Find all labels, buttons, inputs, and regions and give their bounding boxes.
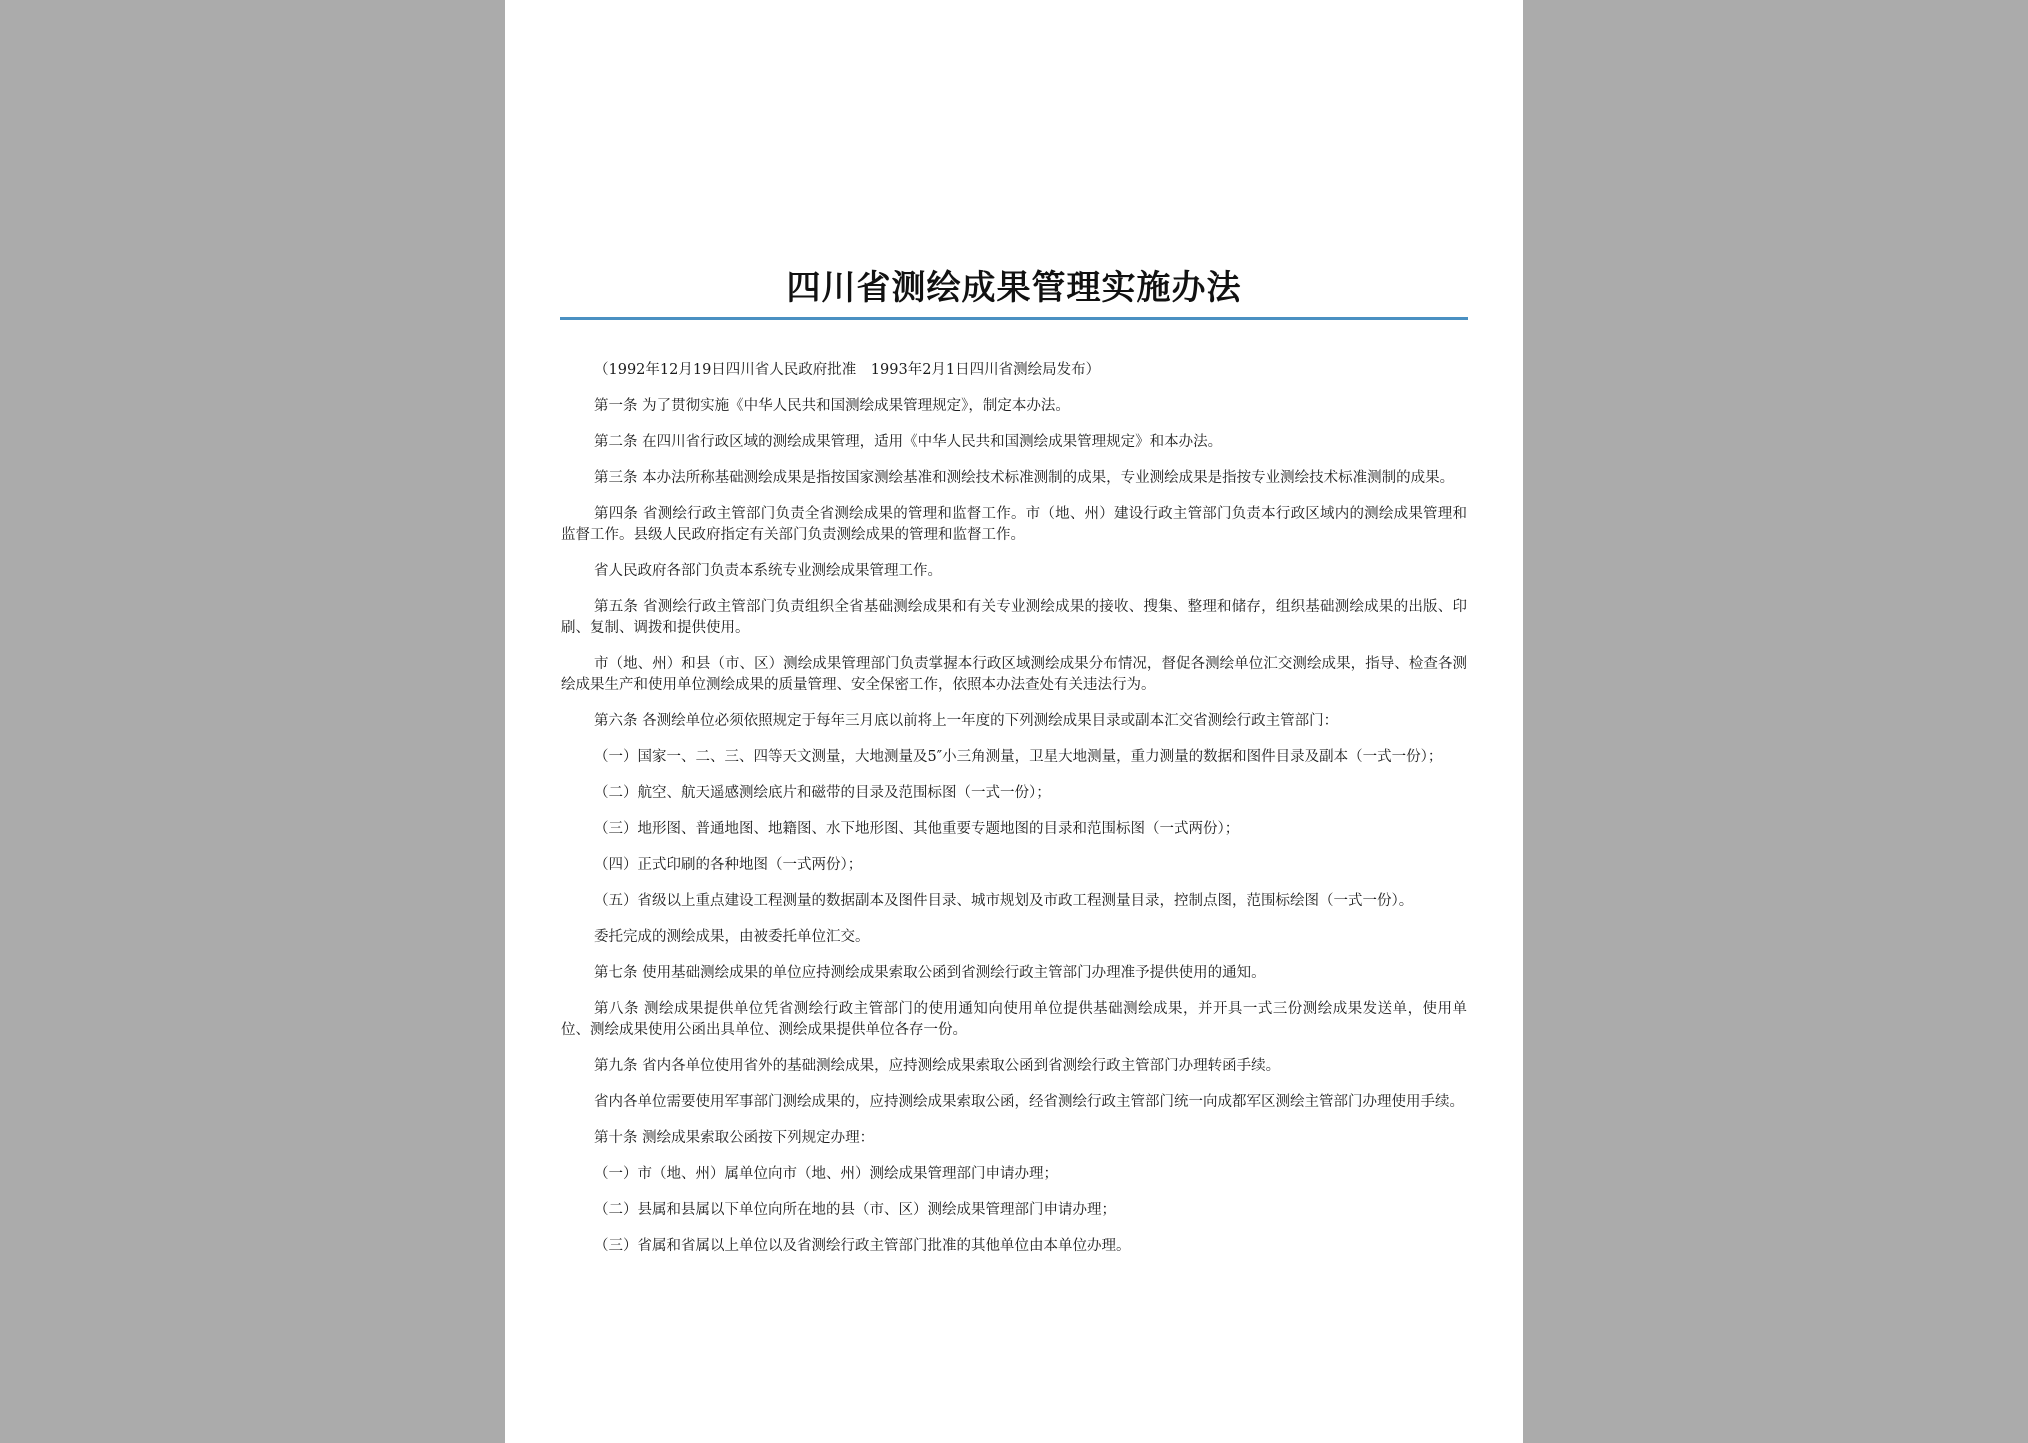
paragraph: （一）国家一、二、三、四等天文测量，大地测量及5″小三角测量，卫星大地测量，重力测量的数据和图件目录及副本（一式一份）； [594,749,1443,765]
paragraph: 第九条 省内各单位使用省外的基础测绘成果，应持测绘成果索取公函到省测绘行政主管部门办理转函手续。 [594,1058,1281,1074]
paragraph: （三）地形图、普通地图、地籍图、水下地形图、其他重要专题地图的目录和范围标图（一式两份）； [594,821,1240,837]
title-divider [560,317,1468,320]
paragraph: （五）省级以上重点建设工程测量的数据副本及图件目录、城市规划及市政工程测量目录，控制点图，范围标绘图（一式一份）。 [594,893,1414,909]
paragraph: 第一条 为了贯彻实施《中华人民共和国测绘成果管理规定》，制定本办法。 [594,398,1070,414]
paragraph: 省内各单位需要使用军事部门测绘成果的，应持测绘成果索取公函，经省测绘行政主管部门统一向成都军区测绘主管部门办理使用手续。 [594,1094,1464,1110]
paragraph: 第六条 各测绘单位必须依照规定于每年三月底以前将上一年度的下列测绘成果目录或副本汇交省测绘行政主管部门： [594,713,1339,729]
paragraph: 第八条 测绘成果提供单位凭省测绘行政主管部门的使用通知向使用单位提供基础测绘成果，并开具一式三份测绘成果发送单，使用单位、测绘成果使用公函出具单位、测绘成果提供单位各存一份。 [561,1001,1467,1038]
paragraph: 第二条 在四川省行政区域的测绘成果管理，适用《中华人民共和国测绘成果管理规定》和本办法。 [594,434,1223,450]
paragraph: 第十条 测绘成果索取公函按下列规定办理： [594,1130,875,1146]
paragraph: （二）航空、航天遥感测绘底片和磁带的目录及范围标图（一式一份）； [594,785,1051,801]
document-body [561,360,1467,1272]
paragraph: 第三条 本办法所称基础测绘成果是指按国家测绘基准和测绘技术标准测制的成果，专业测绘成果是指按专业测绘技术标准测制的成果。 [594,470,1455,486]
paragraph: 委托完成的测绘成果，由被委托单位汇交。 [594,929,870,945]
document-title: 四川省测绘成果管理实施办法 [786,268,1242,308]
paragraph: 第五条 省测绘行政主管部门负责组织全省基础测绘成果和有关专业测绘成果的接收、搜集、整理和储存，组织基础测绘成果的出版、印刷、复制、调拨和提供使用。 [561,599,1467,636]
paragraph: （一）市（地、州）属单位向市（地、州）测绘成果管理部门申请办理； [594,1166,1058,1182]
paragraph: （四）正式印刷的各种地图（一式两份）； [594,857,863,873]
paragraph: （1992年12月19日四川省人民政府批准 1993年2月1日四川省测绘局发布） [594,362,1101,378]
paragraph: 省人民政府各部门负责本系统专业测绘成果管理工作。 [594,563,942,579]
paragraph: （三）省属和省属以上单位以及省测绘行政主管部门批准的其他单位由本单位办理。 [594,1238,1131,1254]
paragraph: 第四条 省测绘行政主管部门负责全省测绘成果的管理和监督工作。市（地、州）建设行政主管部门负责本行政区域内的测绘成果管理和监督工作。县级人民政府指定有关部门负责测绘成果的管理和监督工作。 [561,506,1467,543]
document-page [505,0,1523,1443]
paragraph: 第七条 使用基础测绘成果的单位应持测绘成果索取公函到省测绘行政主管部门办理准予提供使用的通知。 [594,965,1266,981]
paragraph: （二）县属和县属以下单位向所在地的县（市、区）测绘成果管理部门申请办理； [594,1202,1116,1218]
paragraph: 市（地、州）和县（市、区）测绘成果管理部门负责掌握本行政区域测绘成果分布情况，督促各测绘单位汇交测绘成果，指导、检查各测绘成果生产和使用单位测绘成果的质量管理、安全保密工作，依照本办法查处有关违法行为。 [561,656,1467,693]
